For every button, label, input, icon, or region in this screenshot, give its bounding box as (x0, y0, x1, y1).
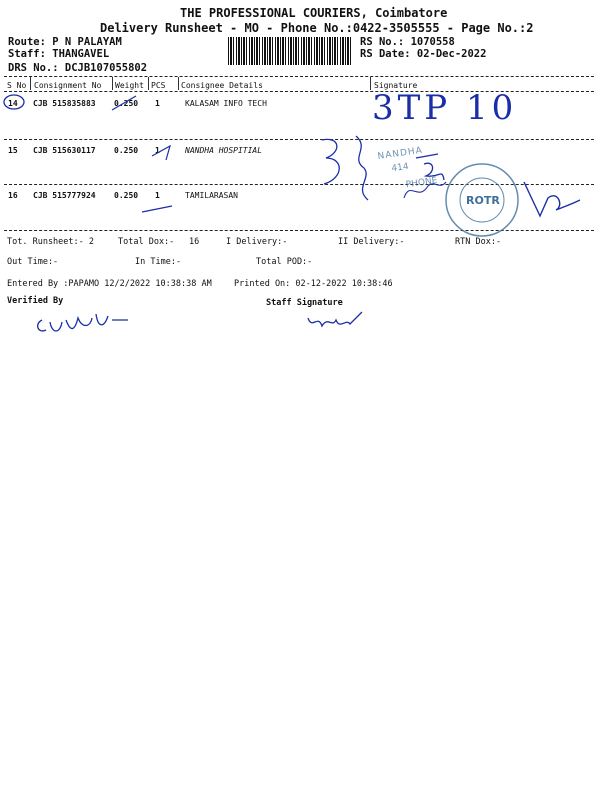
col-divider (370, 77, 371, 90)
col-header-sno: S No (7, 81, 27, 90)
row-weight: 0.250 (114, 191, 139, 200)
signature-scribble (520, 176, 584, 226)
second-delivery-label: II Delivery:- (338, 237, 405, 247)
stamp-name: NANDHA (377, 145, 424, 162)
verified-by-label: Verified By (7, 296, 64, 306)
row-consignee: NANDHA HOSPITIAL (185, 146, 263, 155)
pcs-tick-mark (148, 140, 176, 162)
row-pcs: 1 (155, 146, 160, 155)
col-divider (148, 77, 149, 90)
total-dox-value: 16 (189, 237, 200, 247)
signature-scribble (400, 176, 450, 206)
runsheet-subtitle: Delivery Runsheet - MO - Phone No.:0422-3505555 - Page No.:2 (100, 21, 534, 35)
weight-strike-mark (110, 94, 140, 112)
first-delivery-label: I Delivery:- (226, 237, 288, 247)
staff-signature (302, 308, 366, 338)
col-header-consignment: Consignment No (34, 81, 102, 90)
row-consignment: CJB 515835883 (33, 99, 96, 108)
table-top-divider (4, 76, 594, 77)
col-divider (112, 77, 113, 90)
col-header-consignee: Consignee Details (181, 81, 263, 90)
drs-number: DRS No.: DCJB107055802 (8, 62, 148, 74)
col-header-weight: Weight (115, 81, 144, 90)
row-weight: 0.250 (114, 99, 139, 108)
row-sno: 15 (8, 146, 18, 155)
total-runsheet: Tot. Runsheet:- 2 (7, 237, 94, 247)
in-time-label: In Time:- (135, 257, 182, 267)
row-pcs: 1 (155, 191, 160, 200)
row-consignee: TAMILARASAN (185, 191, 238, 200)
row-consignment: CJB 515630117 (33, 146, 96, 155)
row-sno: 16 (8, 191, 18, 200)
total-pod-label: Total POD:- (256, 257, 313, 267)
sno-circle-mark (2, 94, 28, 112)
company-title: THE PROFESSIONAL COURIERS, Coimbatore (180, 6, 448, 20)
round-seal-center: ROTR (466, 194, 500, 207)
barcode (228, 37, 353, 65)
staff-signature-label: Staff Signature (266, 298, 343, 308)
col-header-pcs: PCS (151, 81, 166, 90)
printed-on: Printed On: 02-12-2022 10:38:46 (234, 279, 393, 289)
signature-scribble (310, 128, 380, 208)
row-signature: 3TP 10 (372, 88, 518, 128)
col-divider (30, 77, 31, 90)
pcs-tick-mark (140, 200, 176, 216)
staff-label: Staff: THANGAVEL (8, 48, 110, 60)
row-pcs: 1 (155, 99, 160, 108)
verified-signature (32, 306, 132, 342)
stamp-line: 414 (390, 161, 410, 175)
stamp-line: PHONE (405, 176, 439, 191)
total-dox-label: Total Dox:- (118, 237, 175, 247)
out-time-label: Out Time:- (7, 257, 59, 267)
entered-by: Entered By :PAPAMO 12/2/2022 10:38:38 AM (7, 279, 212, 289)
row-consignment: CJB 515777924 (33, 191, 96, 200)
row-divider (4, 139, 594, 140)
route-label: Route: P N PALAYAM (8, 36, 122, 48)
row-weight: 0.250 (114, 146, 139, 155)
row-consignee: KALASAM INFO TECH (185, 99, 267, 108)
rs-date: RS Date: 02-Dec-2022 (360, 48, 487, 60)
return-dox-label: RTN Dox:- (455, 237, 502, 247)
rs-number: RS No.: 1070558 (360, 36, 455, 48)
col-header-signature: Signature (374, 81, 418, 90)
row-sno: 14 (8, 99, 18, 108)
col-divider (178, 77, 179, 90)
